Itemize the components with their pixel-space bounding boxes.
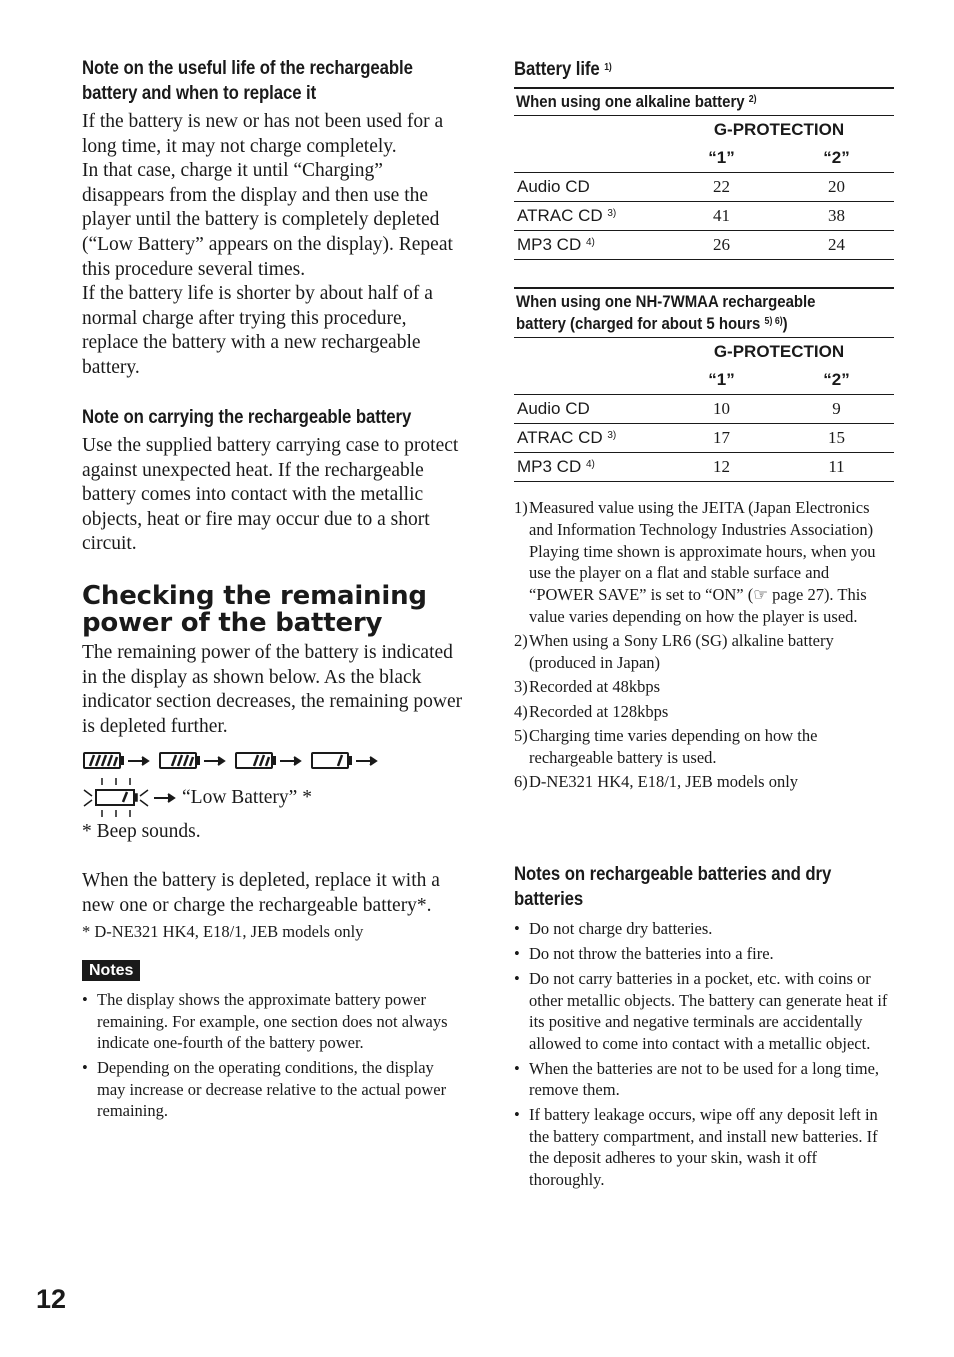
footnote-ref: 4) <box>585 459 595 470</box>
cell-value: 38 <box>779 202 894 231</box>
cell-value: 15 <box>779 424 894 453</box>
cell-value: 26 <box>664 231 779 260</box>
row-label <box>514 453 664 482</box>
footnote-number: 3) <box>514 677 528 697</box>
footnote-ref: 3) <box>607 208 617 219</box>
list-item: • Do not charge dry batteries. <box>514 918 894 940</box>
table-row <box>514 395 894 424</box>
battery-life-heading <box>514 57 894 82</box>
paragraph: In that case, charge it until “Charging” disappears from the display and then use the player until the battery is completely depleted (“Low Battery” appears on the display). Repeat this procedure several times. <box>82 160 453 280</box>
cell-value: 17 <box>664 424 779 453</box>
model-note: * D-NE321 HK4, E18/1, JEB models only <box>82 922 364 941</box>
list-item: • Depending on the operating conditions, the display may increase or decrease relative to the actual power remaining. <box>82 1057 464 1122</box>
note-useful-life-body <box>82 110 464 381</box>
notes-batteries-title: Notes on rechargeable batteries and dry batteries <box>514 863 832 910</box>
arrow-right-icon <box>204 757 224 765</box>
note-carrying-section <box>82 405 464 557</box>
footnotes <box>514 497 894 795</box>
arrow-right-icon <box>280 757 300 765</box>
cell-value: 41 <box>664 202 779 231</box>
footnote-ref: 3) <box>607 430 617 441</box>
notes-block <box>82 960 464 1125</box>
table-row <box>514 173 894 202</box>
row-label <box>514 231 664 260</box>
cell-value: 10 <box>664 395 779 424</box>
cell-value: 24 <box>779 231 894 260</box>
alkaline-battery-table <box>514 87 894 260</box>
table-row <box>514 453 894 482</box>
depleted-text: When the battery is depleted, replace it with a new one or charge the rechargeable battery*. <box>82 870 440 916</box>
footnote-text: When using a Sony LR6 (SG) alkaline battery (produced in Japan) <box>529 631 834 673</box>
row-label-text: Audio CD <box>517 177 590 196</box>
footnote-number: 1) <box>514 498 528 517</box>
footnote-text: Recorded at 48kbps <box>529 677 661 697</box>
row-label <box>514 424 664 453</box>
rechargeable-battery-table <box>514 287 894 482</box>
page-number: 12 <box>36 1284 67 1314</box>
battery-full-icon <box>84 753 123 768</box>
notes-list <box>82 989 464 1122</box>
list-item: • The display shows the approximate battery power remaining. For example, one section does not always indicate one-fourth of the battery power. <box>82 989 464 1054</box>
battery-life-title-text: Battery life <box>514 58 600 80</box>
paragraph: If the battery is new or has not been used for a long time, it may not charge completely. <box>82 111 444 157</box>
beep-note: * Beep sounds. <box>82 821 201 842</box>
footnote-ref: 5) 6) <box>764 316 783 327</box>
footnote-text: Charging time varies depending on how the rechargeable battery is used. <box>529 725 818 767</box>
row-label-text: ATRAC CD <box>517 428 603 447</box>
list-item: • Do not carry batteries in a pocket, etc. with coins or other metallic objects. The battery can generate heat if its positive and negative terminals are accidentally allowed to come into contact with a metallic object. <box>514 968 894 1054</box>
battery-empty-flashing-icon <box>82 776 182 820</box>
arrow-right-icon <box>128 757 148 765</box>
row-label <box>514 395 664 424</box>
footnote-number: 6) <box>514 772 528 792</box>
cell-value: 20 <box>779 173 894 202</box>
battery-sequence-graphic <box>82 748 392 776</box>
table-caption <box>514 288 894 338</box>
cell-value: 22 <box>664 173 779 202</box>
note-useful-life-section <box>82 56 464 381</box>
row-label-text: MP3 CD <box>517 457 582 476</box>
footnote-number: 4) <box>514 701 528 721</box>
row-label <box>514 173 664 202</box>
low-battery-row <box>82 776 464 820</box>
caption-end: ) <box>782 314 788 333</box>
footnote-number: 5) <box>514 725 528 745</box>
footnote <box>514 676 894 698</box>
arrow-right-icon <box>154 794 174 802</box>
g-protection-header: G-PROTECTION <box>713 120 845 139</box>
section-title: Checking the remaining power of the battery <box>82 581 427 638</box>
row-label <box>514 202 664 231</box>
list-item: • If battery leakage occurs, wipe off any deposit left in the battery compartment, and install new batteries. If the deposit adheres to your skin, wash it off thoroughly. <box>514 1104 894 1190</box>
note-useful-life-title: Note on the useful life of the rechargeable battery and when to replace it <box>82 57 413 104</box>
footnote-text: D-NE321 HK4, E18/1, JEB models only <box>529 772 799 792</box>
list-item: • When the batteries are not to be used for a long time, remove them. <box>514 1058 894 1101</box>
row-label-text: ATRAC CD <box>517 206 603 225</box>
footnote-text: Recorded at 128kbps <box>529 701 669 721</box>
paragraph: If the battery life is shorter by about half of a normal charge after trying this procedure, replace the battery with a new rechargeable battery. <box>82 283 433 378</box>
list-item: • Do not throw the batteries into a fire. <box>514 943 894 965</box>
low-battery-label: “Low Battery” * <box>182 787 312 808</box>
note-carrying-title: Note on carrying the rechargeable battery <box>82 406 412 428</box>
footnote <box>514 630 894 674</box>
table-caption-text: When using one alkaline battery <box>516 92 745 111</box>
table-row <box>514 424 894 453</box>
note-carrying-body: Use the supplied battery carrying case to protect against unexpected heat. If the rechargeable battery comes into contact with the metallic objects, heat or fire may occur due to a short circuit. <box>82 435 459 555</box>
cell-value: 11 <box>779 453 894 482</box>
table-caption-text: battery (charged for about 5 hours <box>516 314 761 333</box>
battery-half-icon <box>236 753 275 768</box>
footnote <box>514 701 894 723</box>
table-caption <box>514 88 894 116</box>
cell-value: 9 <box>779 395 894 424</box>
battery-life-title <box>514 57 893 82</box>
row-label-text: Audio CD <box>517 399 590 418</box>
notes-badge: Notes <box>82 960 140 981</box>
battery-low-icon <box>312 753 351 768</box>
notes-batteries-section <box>514 862 894 1194</box>
column-header-2: “2” <box>823 370 850 389</box>
table-row <box>514 202 894 231</box>
footnote <box>514 725 894 769</box>
battery-three-quarter-icon <box>160 753 199 768</box>
arrow-right-icon <box>356 757 376 765</box>
footnote-ref: 4) <box>585 237 595 248</box>
section-body: The remaining power of the battery is indicated in the display as shown below. As the black indicator section decreases, the remaining power is depleted further. <box>82 642 463 737</box>
footnote-ref: 1) <box>604 62 612 73</box>
footnote-number: 2) <box>514 631 528 651</box>
column-header-1: “1” <box>708 148 735 167</box>
battery-indicator-sequence <box>82 748 464 778</box>
footnote <box>514 771 894 793</box>
footnote <box>514 497 894 628</box>
footnote-text: Measured value using the JEITA (Japan Electronics and Information Technology Industries Association) <box>529 498 874 539</box>
table-row <box>514 231 894 260</box>
column-header-2: “2” <box>823 148 850 167</box>
column-header-1: “1” <box>708 370 735 389</box>
footnote-text: Playing time shown is approximate hours, when you use the player on a flat and stable surface and “POWER SAVE” is set to “ON” (☞ page 27). This value varies depending on how the player is used. <box>529 541 876 626</box>
table-caption-text: When using one NH-7WMAA rechargeable <box>516 292 816 311</box>
cell-value: 12 <box>664 453 779 482</box>
notes-batteries-list <box>514 918 894 1190</box>
footnote-ref: 2) <box>748 94 757 105</box>
row-label-text: MP3 CD <box>517 235 582 254</box>
g-protection-header: G-PROTECTION <box>713 342 845 361</box>
